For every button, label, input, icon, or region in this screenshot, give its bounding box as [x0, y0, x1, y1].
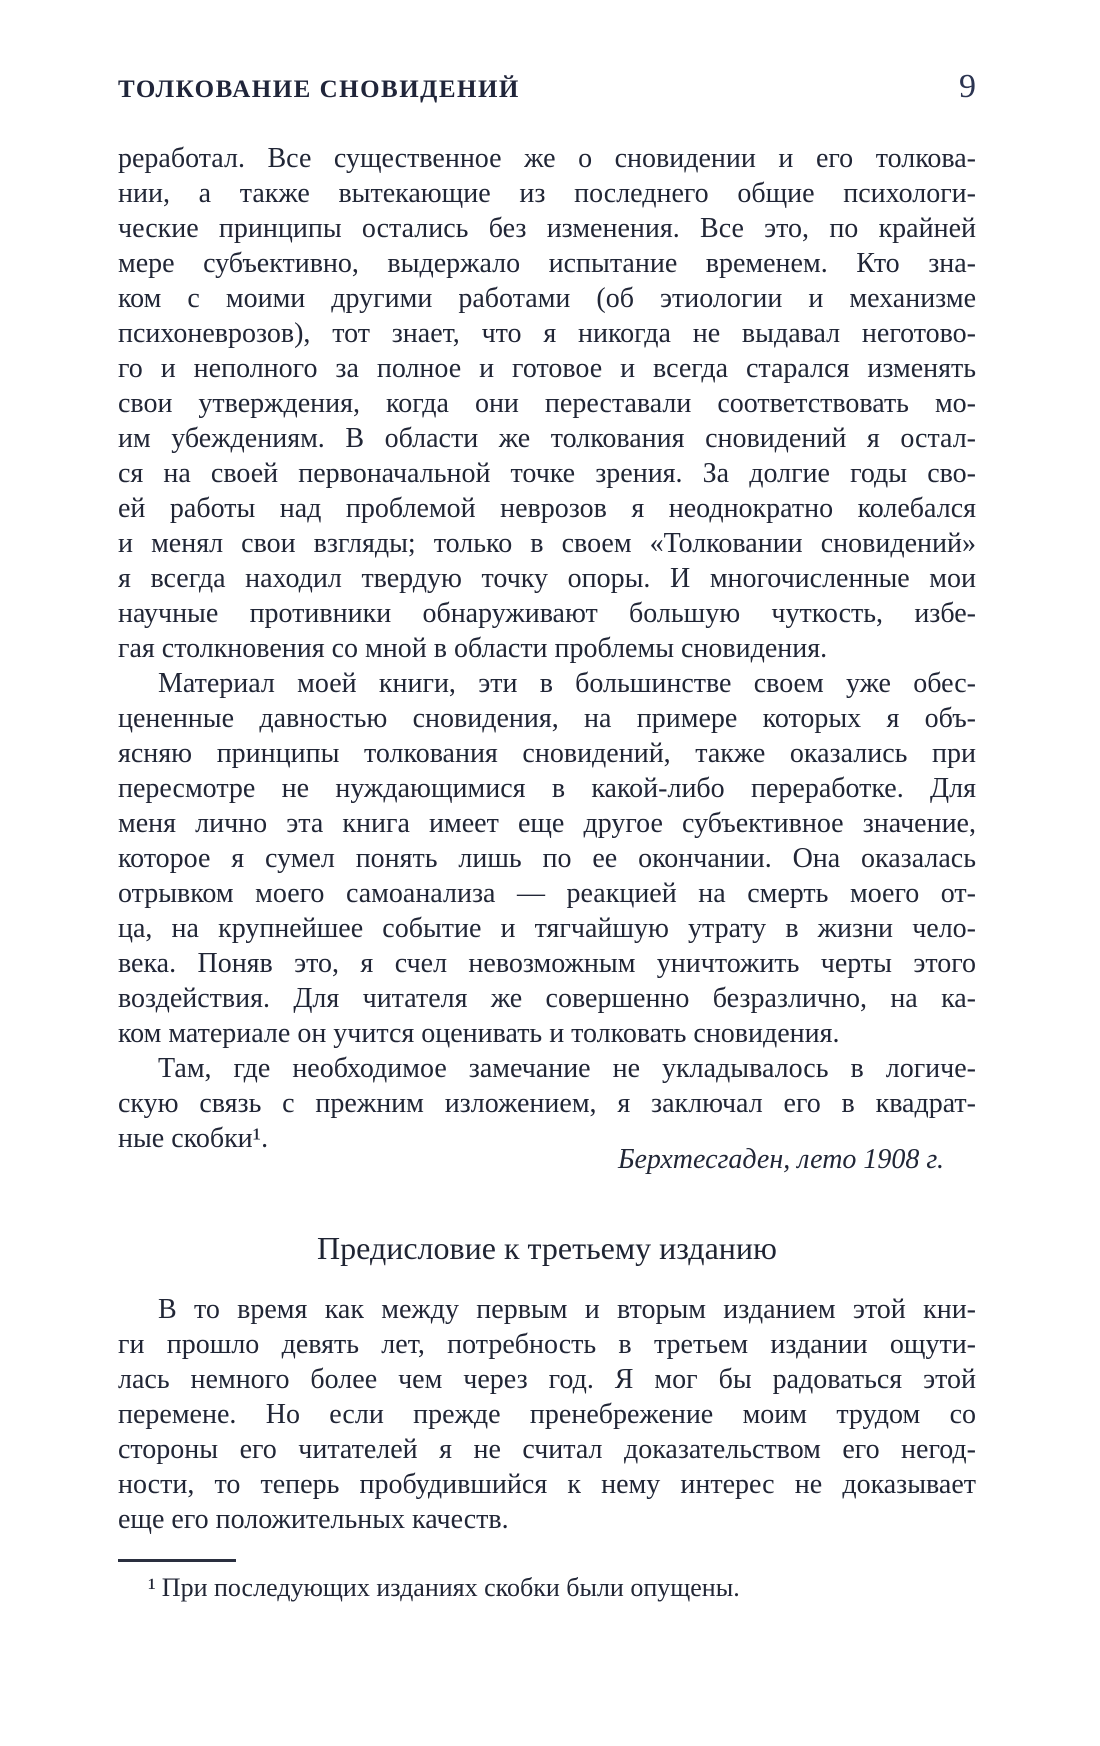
running-header — [118, 68, 976, 106]
text-line: века. Поняв это, я счел невозможным уничтожить черты этого — [118, 948, 976, 979]
text-line: мере субъективно, выдержало испытание временем. Кто зна- — [118, 248, 976, 279]
running-header-title: ТОЛКОВАНИЕ СНОВИДЕНИЙ — [118, 76, 520, 103]
text-line: еще его положительных качеств. — [118, 1504, 509, 1535]
text-line: психоневрозов), тот знает, что я никогда не выдавал неготово- — [118, 318, 976, 349]
text-line: Материал моей книги, эти в большинстве своем уже обес- — [158, 668, 976, 699]
text-line: которое я сумел понять лишь по ее окончании. Она оказалась — [118, 843, 976, 874]
section-heading: Предисловие к третьему изданию — [317, 1230, 777, 1266]
text-line: гая столкновения со мной в области проблемы сновидения. — [118, 633, 828, 664]
text-line: научные противники обнаруживают большую чуткость, избе- — [118, 598, 976, 629]
text-line: ся на своей первоначальной точке зрения. За долгие годы сво- — [118, 458, 976, 489]
text-line: реработал. Все существенное же о сновидении и его толкова- — [118, 143, 976, 174]
text-line: лась немного более чем через год. Я мог бы радоваться этой — [118, 1364, 976, 1395]
text-line: го и неполного за полное и готовое и всегда старался изменять — [118, 353, 976, 384]
footnote-divider — [118, 1559, 236, 1562]
text-line: ком материале он учится оценивать и толковать сновидения. — [118, 1018, 840, 1049]
text-line: стороны его читателей я не считал доказательством его негод- — [118, 1434, 976, 1465]
text-line: ком с моими другими работами (об этиологии и механизме — [118, 283, 976, 314]
text-line: перемене. Но если прежде пренебрежение моим трудом со — [118, 1399, 976, 1430]
text-line: отрывком моего самоанализа — реакцией на смерть моего от- — [118, 878, 976, 909]
footnote-marker: ¹ — [148, 1573, 156, 1602]
text-line: цененные давностью сновидения, на примере которых я объ- — [118, 703, 976, 734]
preface-second-edition-text — [118, 141, 976, 1156]
text-line: ей работы над проблемой неврозов я неоднократно колебался — [118, 493, 976, 524]
text-line: ясняю принципы толкования сновидений, также оказались при — [118, 738, 976, 769]
text-line: меня лично эта книга имеет еще другое субъективное значение, — [118, 808, 976, 839]
text-line: ги прошло девять лет, потребность в третьем издании ощути- — [118, 1329, 976, 1360]
text-line: ческие принципы остались без изменения. Все это, по крайней — [118, 213, 976, 244]
text-line: я всегда находил твердую точку опоры. И многочисленные мои — [118, 563, 976, 594]
text-line: ца, на крупнейшее событие и тягчайшую утрату в жизни чело- — [118, 913, 976, 944]
text-line: В то время как между первым и вторым изданием этой кни- — [158, 1294, 976, 1325]
signature-line: Берхтесгаден, лето 1908 г. — [617, 1144, 944, 1175]
text-line: им убеждениям. В области же толкования сновидений я остал- — [118, 423, 976, 454]
text-line: скую связь с прежним изложением, я заключал его в квадрат- — [118, 1088, 976, 1119]
text-line: Там, где необходимое замечание не укладывалось в логиче- — [158, 1053, 976, 1084]
text-line: пересмотре не нуждающимися в какой-либо переработке. Для — [118, 773, 976, 804]
text-line: свои утверждения, когда они переставали соответствовать мо- — [118, 388, 976, 419]
text-line: ности, то теперь пробудившийся к нему интерес не доказывает — [118, 1469, 976, 1500]
footnote-text: При последующих изданиях скобки были опущены. — [161, 1573, 740, 1602]
text-line: нии, а также вытекающие из последнего общие психологи- — [118, 178, 976, 209]
text-column — [118, 141, 976, 1605]
text-line: воздействия. Для читателя же совершенно безразлично, на ка- — [118, 983, 976, 1014]
page-number: 9 — [959, 68, 976, 105]
text-line: ные скобки¹. — [118, 1123, 269, 1154]
text-line: и менял свои взгляды; только в своем «Толковании сновидений» — [118, 528, 976, 559]
preface-third-edition-text — [118, 1292, 976, 1537]
footnote — [118, 1571, 976, 1605]
